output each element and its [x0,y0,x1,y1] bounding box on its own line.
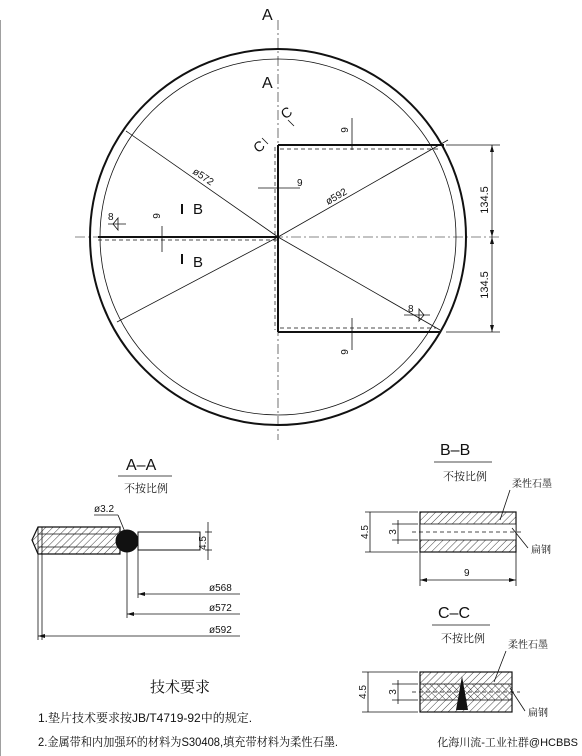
section-a-mid-label: A [262,75,273,92]
cc-dim-3: 3 [388,689,399,695]
section-cc-title: C–C [438,605,471,622]
section-bb-scale-note: 不按比例 [443,471,487,483]
dim-134-5-upper: 134.5 [479,186,491,214]
section-c-label-2: C [277,103,296,123]
main-view [0,7,500,756]
tech-req-item-1: 1.垫片技术要求按JB/T4719-92中的规定. [38,711,253,725]
section-a-top-label: A [262,7,273,24]
section-b-upper-label: B [193,201,204,218]
cc-label-graphite: 柔性石墨 [508,640,548,651]
bb-dim-9: 9 [464,568,470,579]
tech-req-item-2: 2.金属带和内加强环的材料为S30408,填充带材料为柔性石墨. [38,735,361,749]
dim-9-bottom: 9 [340,349,351,355]
section-c-label: C [250,136,268,156]
dim-134-5-lower: 134.5 [479,271,491,299]
section-bb-title: B–B [440,442,471,459]
bb-dim-3: 3 [388,529,399,535]
spiral-wound-section [32,527,120,554]
bb-label-flat-steel: 扁钢 [531,545,551,556]
watermark: 化海川流-工业社群@HCBBS [437,737,578,749]
aa-dia-568: ø568 [209,583,232,594]
diameter-592-line [278,140,448,237]
bb-dim-4-5: 4.5 [360,525,371,539]
aa-dim-4-5: 4.5 [198,536,209,550]
section-aa-scale-note: 不按比例 [124,483,168,495]
section-aa-title: A–A [126,457,157,474]
dim-8-right: 8 [408,304,414,315]
section-cc-scale-note: 不按比例 [441,633,485,645]
section-aa [32,457,240,640]
tech-requirements [38,679,361,749]
dia-572-label: ø572 [190,166,216,189]
cc-label-flat-steel: 扁钢 [528,708,548,719]
dim-9-top: 9 [340,127,351,133]
section-bb [360,442,552,586]
bb-label-graphite: 柔性石墨 [512,479,552,490]
dim-8-left: 8 [108,212,114,223]
section-b-lower-label: B [193,254,204,271]
aa-dia-592: ø592 [209,625,232,636]
cc-dim-4-5: 4.5 [358,685,369,699]
section-cc [358,605,548,719]
aa-dia-572: ø572 [209,603,232,614]
dim-9-left: 9 [152,213,163,219]
dia-592-label: ø592 [324,186,350,208]
tech-req-heading: 技术要求 [150,679,211,696]
dim-9-mid: 9 [297,178,303,189]
aa-dia-3-2: ø3.2 [94,504,115,515]
